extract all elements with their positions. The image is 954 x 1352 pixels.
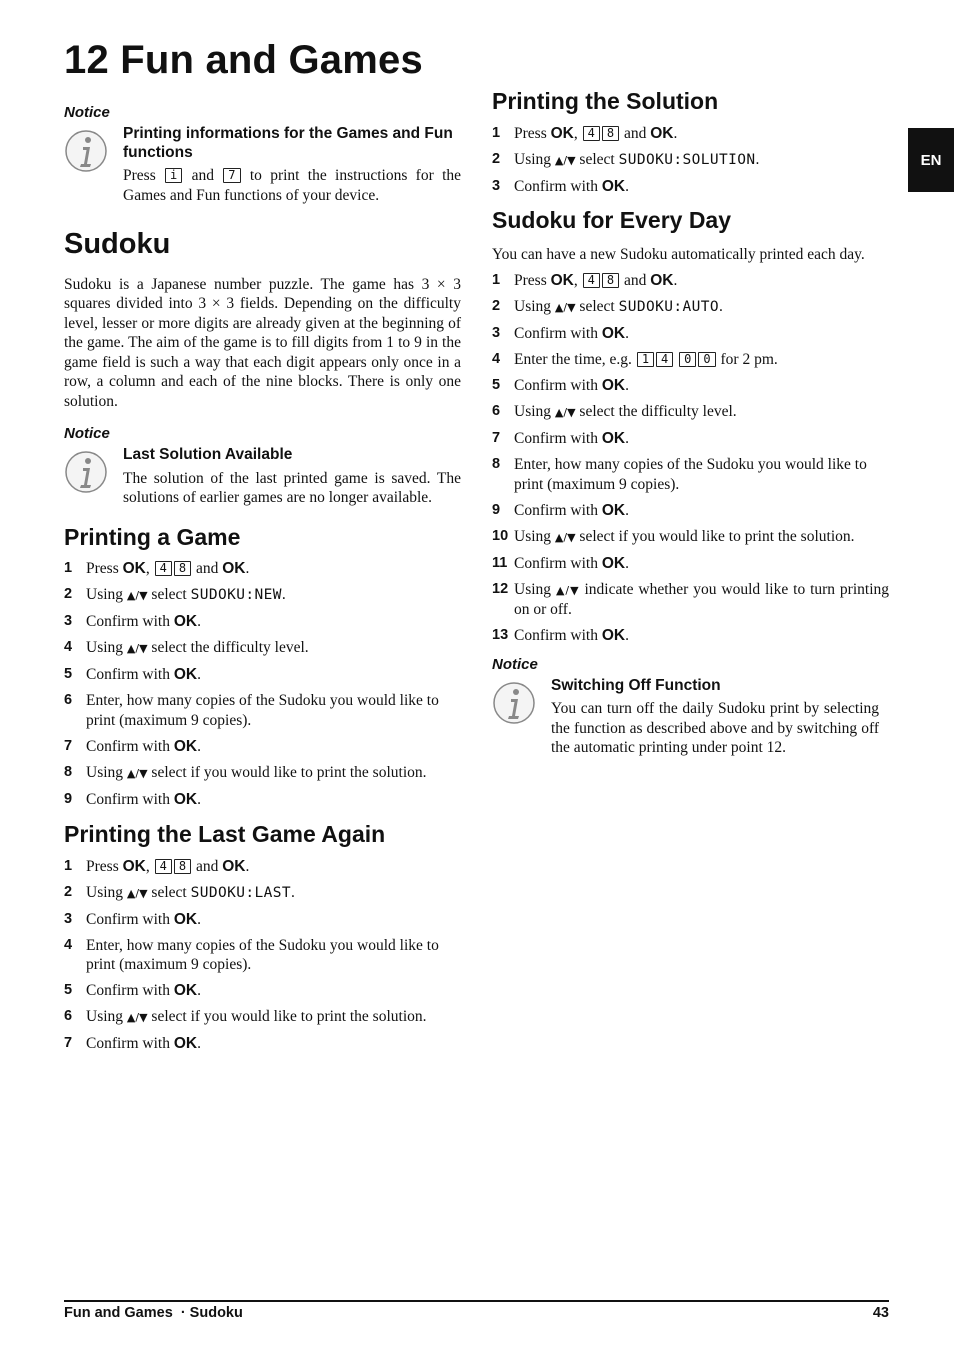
step: 11 Confirm with OK. — [492, 554, 629, 572]
right-column — [492, 88, 889, 758]
steps-every-day — [492, 271, 889, 646]
step: 13 Confirm with OK. — [492, 627, 629, 645]
display-text: SUDOKU:AUTO — [618, 299, 720, 316]
step: 1 Press OK, 4 8 and OK. — [64, 560, 250, 578]
up-down-arrow-icon: ▲/▼ — [554, 530, 576, 544]
notice-title: Printing informations for the Games and Fun functions — [123, 125, 453, 161]
info-icon — [492, 677, 551, 758]
step: 2 Using ▲/▼ select SUDOKU:LAST. — [64, 883, 295, 901]
step: 10 Using ▲/▼ select if you would like to print the solution. — [492, 527, 855, 545]
step: 3 Confirm with OK. — [492, 325, 629, 343]
step: 3 Confirm with OK. — [492, 177, 629, 195]
step: 9 Confirm with OK. — [64, 790, 201, 808]
left-column — [64, 104, 461, 1060]
notice-intro — [64, 125, 461, 205]
step: 2 Using ▲/▼ select SUDOKU:AUTO. — [492, 298, 723, 316]
notice-label: Notice — [492, 655, 538, 673]
step: 5 Confirm with OK. — [492, 377, 629, 395]
language-tab: EN — [908, 128, 954, 192]
notice-label: Notice — [64, 425, 110, 443]
step: 4 Using ▲/▼ select the difficulty level. — [64, 639, 309, 657]
key-i: i — [165, 168, 182, 183]
step: 12 Using ▲/▼ indicate whether you would like to turn printing on or off. — [492, 580, 890, 619]
chapter-title — [64, 38, 423, 83]
up-down-arrow-icon: ▲/▼ — [555, 583, 580, 597]
step: 7 Confirm with OK. — [64, 737, 201, 755]
steps-printing-solution — [492, 124, 889, 197]
section-heading-printing-last: Printing the Last Game Again — [64, 821, 386, 848]
step: 2 Using ▲/▼ select SUDOKU:NEW. — [64, 586, 286, 604]
step: 6 Using ▲/▼ select the difficulty level. — [492, 403, 737, 421]
info-icon — [64, 125, 123, 205]
section-heading-printing-solution: Printing the Solution — [492, 88, 719, 114]
notice-title: Last Solution Available — [123, 446, 293, 464]
steps-printing-last — [64, 857, 461, 1054]
up-down-arrow-icon: ▲/▼ — [126, 1011, 148, 1025]
section-heading-printing-game: Printing a Game — [64, 523, 241, 550]
footer-rule — [64, 1300, 889, 1302]
step: 8 Enter, how many copies of the Sudoku you would like to print (maximum 9 copies). — [492, 456, 867, 493]
notice-last-solution — [64, 446, 461, 508]
step: 7 Confirm with OK. — [64, 1035, 201, 1053]
up-down-arrow-icon: ▲/▼ — [554, 301, 576, 315]
step: 8 Using ▲/▼ select if you would like to print the solution. — [64, 763, 427, 781]
up-down-arrow-icon: ▲/▼ — [126, 886, 148, 900]
notice-text: You can turn off the daily Sudoku print by selecting the function as described above and by switching off the automatic printing under point 12. — [551, 700, 879, 757]
section-heading-sudoku: Sudoku — [64, 228, 171, 260]
steps-printing-game — [64, 559, 461, 809]
notice-text: The solution of the last printed game is saved. The solutions of earlier games are no longer available. — [123, 469, 461, 507]
step: 6 Enter, how many copies of the Sudoku you would like to print (maximum 9 copies). — [64, 692, 439, 729]
up-down-arrow-icon: ▲/▼ — [126, 589, 148, 603]
info-icon — [64, 446, 123, 508]
step: 7 Confirm with OK. — [492, 430, 629, 448]
page-number: 43 — [872, 1305, 889, 1321]
up-down-arrow-icon: ▲/▼ — [554, 406, 576, 420]
section-heading-every-day: Sudoku for Every Day — [492, 207, 732, 234]
step: 5 Confirm with OK. — [64, 666, 201, 684]
key-7: 7 — [223, 168, 240, 183]
chapter-name: Fun and Games — [120, 38, 423, 82]
sudoku-intro: Sudoku is a Japanese number puzzle. The game has 3 × 3 squares divided into 3 × 3 fields. Depending on the difficulty level, lesser or more digits are already given at the beginning of the game. The aim of the game is to fill digits from 1 to 9 in the game field is such a way that each digit appears only once in a row, a column and each of the nine blocks. There is only one solution. — [64, 275, 461, 410]
up-down-arrow-icon: ▲/▼ — [126, 766, 148, 780]
step: 1 Press OK, 4 8 and OK. — [64, 857, 250, 875]
display-text: SUDOKU:SOLUTION — [618, 151, 756, 168]
step: 4 Enter, how many copies of the Sudoku you would like to print (maximum 9 copies). — [64, 936, 439, 974]
step: 3 Confirm with OK. — [64, 910, 201, 928]
step: 4 Enter the time, e.g. 1 4 0 0 for 2 pm. — [492, 351, 778, 369]
step: 9 Confirm with OK. — [492, 501, 629, 519]
display-text: SUDOKU:LAST — [190, 884, 292, 901]
notice-text: Press i and 7 to print the instructions for the Games and Fun functions of your device. — [123, 167, 462, 204]
every-day-intro: You can have a new Sudoku automatically printed each day. — [492, 245, 865, 263]
step: 1 Press OK, 4 8 and OK. — [492, 124, 678, 142]
step: 1 Press OK, 4 8 and OK. — [492, 272, 678, 290]
step: 3 Confirm with OK. — [64, 613, 201, 631]
step: 5 Confirm with OK. — [64, 982, 201, 1000]
notice-switching-off — [492, 677, 889, 758]
up-down-arrow-icon: ▲/▼ — [126, 642, 148, 656]
up-down-arrow-icon: ▲/▼ — [554, 153, 576, 167]
step: 6 Using ▲/▼ select if you would like to print the solution. — [64, 1008, 427, 1026]
step: 2 Using ▲/▼ select SUDOKU:SOLUTION. — [492, 150, 760, 168]
notice-title: Switching Off Function — [551, 676, 721, 694]
notice-label: Notice — [64, 104, 110, 121]
footer-section: Fun and Games · Sudoku — [64, 1305, 243, 1321]
chapter-number: 12 — [64, 38, 109, 82]
display-text: SUDOKU:NEW — [190, 587, 282, 604]
